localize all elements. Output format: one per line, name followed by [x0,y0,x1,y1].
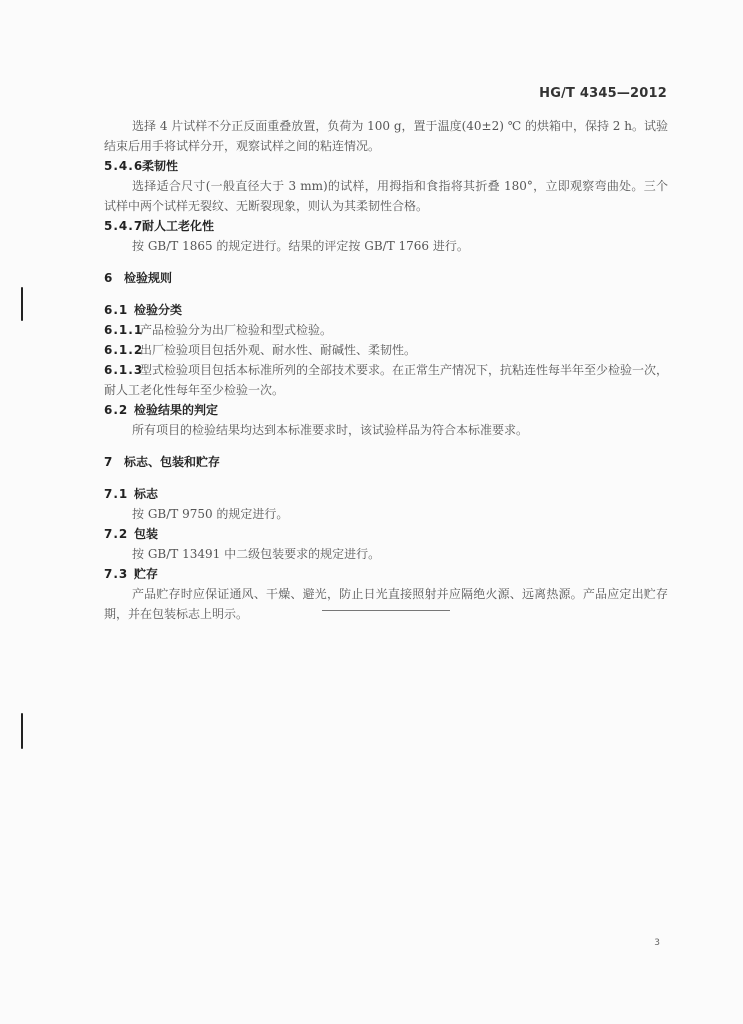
item-text: 型式检验项目包括本标准所列的全部技术要求。在正常生产情况下，抗粘连性每半年至少检验一次，耐人工老化性每年至少检验一次。 [104,363,669,397]
end-of-document-rule [322,610,450,611]
paragraph-546: 选择适合尺寸(一般直径大于 3 mm)的试样，用拇指和食指将其折叠 180°，立即观察弯曲处。三个试样中两个试样无裂纹、无断裂现象，则认为其柔韧性合格。 [104,179,668,213]
heading-72 [104,524,668,544]
heading-6 [104,268,668,288]
section-title: 标志、包装和贮存 [124,455,221,469]
paragraph-71: 按 GB/T 9750 的规定进行。 [132,507,289,521]
section-title: 标志 [134,487,159,501]
binding-mark-bottom [21,713,23,749]
paragraph-73: 产品贮存时应保证通风、干燥、避光，防止日光直接照射并应隔绝火源、远离热源。产品应定出贮存期，并在包装标志上明示。 [104,587,668,621]
section-number: 6.1.2 [104,343,144,357]
heading-547 [104,216,668,236]
item-text: 出厂检验项目包括外观、耐水性、耐碱性、柔韧性。 [140,343,417,357]
section-title: 贮存 [134,567,159,581]
section-number: 6.1.3 [104,363,144,377]
standard-code-header: HG/T 4345—2012 [539,86,667,101]
section-title: 检验结果的判定 [134,403,219,417]
document-body [104,116,668,624]
item-text: 产品检验分为出厂检验和型式检验。 [140,323,333,337]
item-613 [104,360,668,400]
section-number: 6 [104,271,113,285]
section-number: 7.2 [104,527,129,541]
section-number: 7.1 [104,487,129,501]
heading-73 [104,564,668,584]
section-number: 7 [104,455,113,469]
heading-71 [104,484,668,504]
section-title: 包装 [134,527,159,541]
heading-62 [104,400,668,420]
paragraph-547: 按 GB/T 1865 的规定进行。结果的评定按 GB/T 1766 进行。 [132,239,469,253]
section-number: 6.2 [104,403,129,417]
item-612 [104,340,668,360]
section-title: 检验分类 [134,303,183,317]
paragraph-72: 按 GB/T 13491 中二级包装要求的规定进行。 [132,547,381,561]
paragraph-62: 所有项目的检验结果均达到本标准要求时，该试验样品为符合本标准要求。 [132,423,529,437]
section-title: 耐人工老化性 [142,219,215,233]
item-611 [104,320,668,340]
heading-7 [104,452,668,472]
section-number: 5.4.6 [104,159,144,173]
section-number: 7.3 [104,567,129,581]
paragraph-546-intro: 选择 4 片试样不分正反面重叠放置，负荷为 100 g，置于温度(40±2) ℃ 的烘箱中，保持 2 h。试验结束后用手将试样分开，观察试样之间的粘连情况。 [104,119,668,153]
section-number: 6.1 [104,303,129,317]
section-number: 6.1.1 [104,323,144,337]
section-number: 5.4.7 [104,219,144,233]
page-number: 3 [654,938,660,948]
binding-mark-top [21,287,23,321]
heading-61 [104,300,668,320]
section-title: 检验规则 [124,271,173,285]
section-title: 柔韧性 [142,159,179,173]
heading-546 [104,156,668,176]
